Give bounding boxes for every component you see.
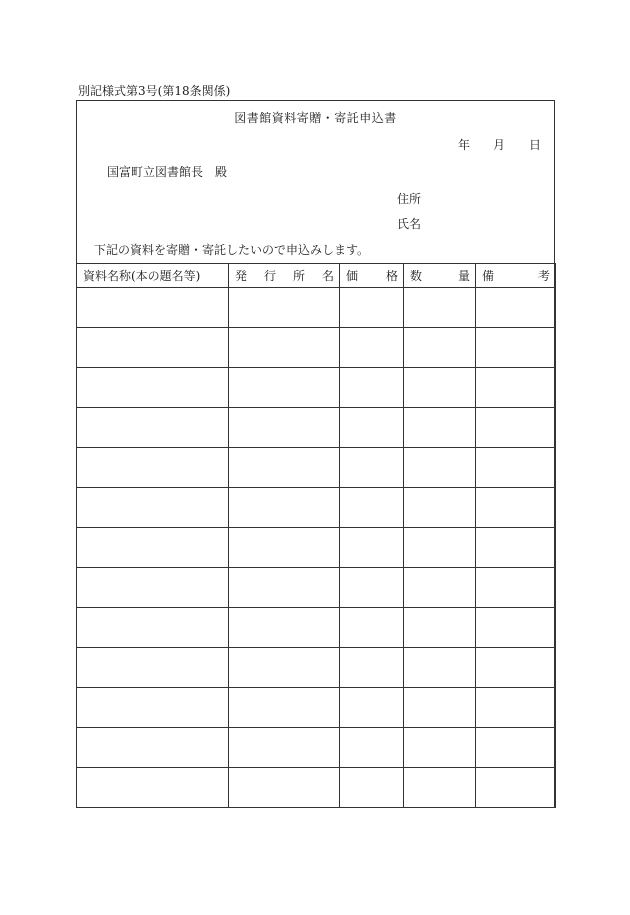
cell-quantity[interactable] (404, 568, 476, 608)
cell-publisher[interactable] (229, 608, 340, 648)
cell-material[interactable] (77, 768, 229, 808)
column-header-quantity (404, 264, 476, 288)
column-header-publisher (229, 264, 340, 288)
cell-remarks[interactable] (476, 648, 556, 688)
date-day-label: 日 (529, 138, 542, 152)
cell-publisher[interactable] (229, 448, 340, 488)
table-row (77, 488, 556, 528)
cell-remarks[interactable] (476, 528, 556, 568)
request-statement: 下記の資料を寄贈・寄託したいので申込みします。 (94, 243, 370, 257)
table-row (77, 328, 556, 368)
cell-quantity[interactable] (404, 328, 476, 368)
cell-price[interactable] (340, 488, 404, 528)
cell-quantity[interactable] (404, 288, 476, 328)
cell-material[interactable] (77, 728, 229, 768)
cell-remarks[interactable] (476, 608, 556, 648)
header-char: 考 (537, 269, 550, 283)
table-row (77, 528, 556, 568)
cell-remarks[interactable] (476, 688, 556, 728)
cell-material[interactable] (77, 448, 229, 488)
cell-remarks[interactable] (476, 568, 556, 608)
table-row (77, 608, 556, 648)
column-header-remarks (476, 264, 556, 288)
cell-remarks[interactable] (476, 288, 556, 328)
header-char: 価 (346, 269, 359, 283)
applicant-address-label: 住所 (397, 192, 422, 206)
header-char: 行 (263, 269, 276, 283)
cell-material[interactable] (77, 528, 229, 568)
cell-remarks[interactable] (476, 448, 556, 488)
header-char: 発 (235, 269, 248, 283)
table-row (77, 648, 556, 688)
column-header-price (340, 264, 404, 288)
header-char: 格 (385, 269, 398, 283)
addressee: 国富町立図書館長 殿 (107, 165, 228, 179)
table-row (77, 408, 556, 448)
cell-publisher[interactable] (229, 328, 340, 368)
form-title: 図書館資料寄贈・寄託申込書 (234, 111, 397, 125)
cell-price[interactable] (340, 328, 404, 368)
header-char: 所 (292, 269, 305, 283)
cell-quantity[interactable] (404, 408, 476, 448)
cell-material[interactable] (77, 408, 229, 448)
cell-price[interactable] (340, 288, 404, 328)
cell-price[interactable] (340, 448, 404, 488)
cell-quantity[interactable] (404, 608, 476, 648)
cell-price[interactable] (340, 568, 404, 608)
cell-price[interactable] (340, 728, 404, 768)
header-char: 備 (482, 269, 495, 283)
applicant-name-label: 氏名 (397, 217, 422, 231)
cell-material[interactable] (77, 288, 229, 328)
cell-remarks[interactable] (476, 728, 556, 768)
cell-publisher[interactable] (229, 408, 340, 448)
cell-publisher[interactable] (229, 768, 340, 808)
cell-material[interactable] (77, 488, 229, 528)
cell-material[interactable] (77, 648, 229, 688)
cell-publisher[interactable] (229, 368, 340, 408)
cell-material[interactable] (77, 608, 229, 648)
cell-remarks[interactable] (476, 488, 556, 528)
form-number-label: 別記様式第3号(第18条関係) (78, 84, 231, 98)
table-row (77, 688, 556, 728)
cell-price[interactable] (340, 688, 404, 728)
cell-quantity[interactable] (404, 768, 476, 808)
table-row (77, 448, 556, 488)
cell-publisher[interactable] (229, 728, 340, 768)
cell-price[interactable] (340, 608, 404, 648)
materials-table-body (77, 288, 556, 808)
cell-quantity[interactable] (404, 528, 476, 568)
cell-material[interactable] (77, 368, 229, 408)
materials-table (76, 263, 556, 808)
cell-quantity[interactable] (404, 648, 476, 688)
date-year-label: 年 (458, 138, 471, 152)
cell-quantity[interactable] (404, 728, 476, 768)
cell-remarks[interactable] (476, 368, 556, 408)
table-row (77, 368, 556, 408)
header-char: 名 (321, 269, 334, 283)
cell-remarks[interactable] (476, 328, 556, 368)
table-row (77, 728, 556, 768)
table-row (77, 768, 556, 808)
application-form (76, 100, 555, 808)
cell-publisher[interactable] (229, 568, 340, 608)
cell-price[interactable] (340, 528, 404, 568)
cell-quantity[interactable] (404, 448, 476, 488)
column-header-material-name (77, 264, 229, 288)
cell-quantity[interactable] (404, 688, 476, 728)
cell-publisher[interactable] (229, 488, 340, 528)
table-row (77, 288, 556, 328)
cell-remarks[interactable] (476, 768, 556, 808)
cell-publisher[interactable] (229, 288, 340, 328)
table-header-row (77, 264, 556, 288)
cell-quantity[interactable] (404, 488, 476, 528)
cell-price[interactable] (340, 368, 404, 408)
cell-price[interactable] (340, 768, 404, 808)
cell-publisher[interactable] (229, 688, 340, 728)
cell-price[interactable] (340, 408, 404, 448)
header-char: 数 (410, 269, 423, 283)
cell-material[interactable] (77, 568, 229, 608)
cell-material[interactable] (77, 688, 229, 728)
table-row (77, 568, 556, 608)
cell-remarks[interactable] (476, 408, 556, 448)
header-char: 量 (457, 269, 470, 283)
cell-quantity[interactable] (404, 368, 476, 408)
date-month-label: 月 (493, 138, 506, 152)
cell-publisher[interactable] (229, 528, 340, 568)
cell-price[interactable] (340, 648, 404, 688)
cell-publisher[interactable] (229, 648, 340, 688)
cell-material[interactable] (77, 328, 229, 368)
header-text: 資料名称(本の題名等) (83, 269, 201, 283)
